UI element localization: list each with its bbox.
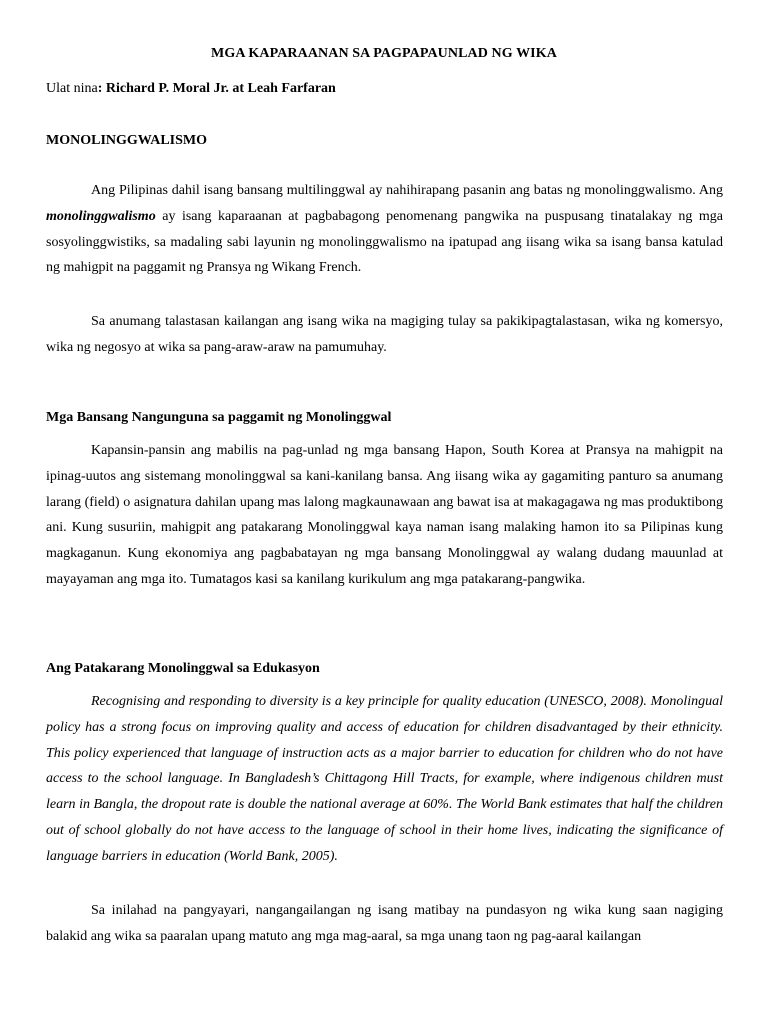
section-heading-monolinggwalismo: MONOLINGGWALISMO bbox=[46, 133, 208, 148]
document-title: MGA KAPARAANAN SA PAGPAPAUNLAD NG WIKA bbox=[211, 46, 557, 61]
section-heading-mga-bansang: Mga Bansang Nangunguna sa paggamit ng Monolinggwal bbox=[46, 410, 392, 425]
paragraph-text: ay isang kaparaanan at pagbabagong penomenang pangwika na puspusang tinatalakay ng mga sosyolinggwistiks, sa madaling sabi layunin ng monolinggwalismo na ipatupad ang iisang wika sa isang bansa katulad ng mahigpit na paggamit ng Pransya ng Wikang French. bbox=[46, 208, 723, 276]
paragraph-text: Ang Pilipinas dahil isang bansang multilinggwal ay nahihirapang pasanin ang batas ng monolinggwalismo. Ang bbox=[91, 183, 723, 198]
emphasized-term: monolinggwalismo bbox=[46, 208, 156, 224]
byline-authors: : Richard P. Moral Jr. at Leah Farfaran bbox=[97, 81, 336, 96]
byline-prefix: Ulat nina bbox=[46, 81, 98, 96]
section-heading-patakarang: Ang Patakarang Monolinggwal sa Edukasyon bbox=[46, 661, 320, 676]
section1-paragraph-1 bbox=[46, 178, 723, 281]
section3-paragraph: Sa inilahad na pangyayari, nangangailangan ng isang matibay na pundasyon ng wika kung saan nagiging balakid ang wika sa paaralan upang matuto ang mga mag-aaral, sa mga unang taon ng pag-aaral kailangan bbox=[46, 903, 723, 944]
section3-quote-paragraph: Recognising and responding to diversity is a key principle for quality education (UNESCO, 2008). Monolingual policy has a strong focus on improving quality and access of education for children disadvantaged by their ethnicity. This policy experienced that language of instruction acts as a major barrier to education for children who do not have access to the school language. In Bangladesh’s Chittagong Hill Tracts, for example, where indigenous children must learn in Bangla, the dropout rate is double the national average at 60%. The World Bank estimates that half the children out of school globally do not have access to the language of school in their home lives, indicating the significance of language barriers in education (World Bank, 2005). bbox=[46, 694, 723, 864]
section2-paragraph: Kapansin-pansin ang mabilis na pag-unlad ng mga bansang Hapon, South Korea at Pransya na mahigpit na ipinag-uutos ang sistemang monolinggwal sa kani-kanilang bansa. Ang iisang wika ay gagamiting panturo sa anumang larang (field) o asignatura dahilan upang mas lalong magkaunawaan ang bawat isa at makagagawa ng mas produktibong ani. Kung susuriin, mahigpit ang patakarang Monolinggwal kaya naman isang malaking hamon ito sa Pilipinas kung magkaganun. Kung ekonomiya ang pagbabatayan ng mga bansang Monolinggwal ay walang dudang mauunlad at mayayaman ang mga ito. Tumatagos kasi sa kanilang kurikulum ang mga patakarang-pangwika. bbox=[46, 443, 723, 587]
byline bbox=[46, 80, 336, 98]
section1-paragraph-2: Sa anumang talastasan kailangan ang isang wika na magiging tulay sa pakikipagtalastasan, wika ng komersyo, wika ng negosyo at wika sa pang-araw-araw na pamumuhay. bbox=[46, 314, 723, 355]
